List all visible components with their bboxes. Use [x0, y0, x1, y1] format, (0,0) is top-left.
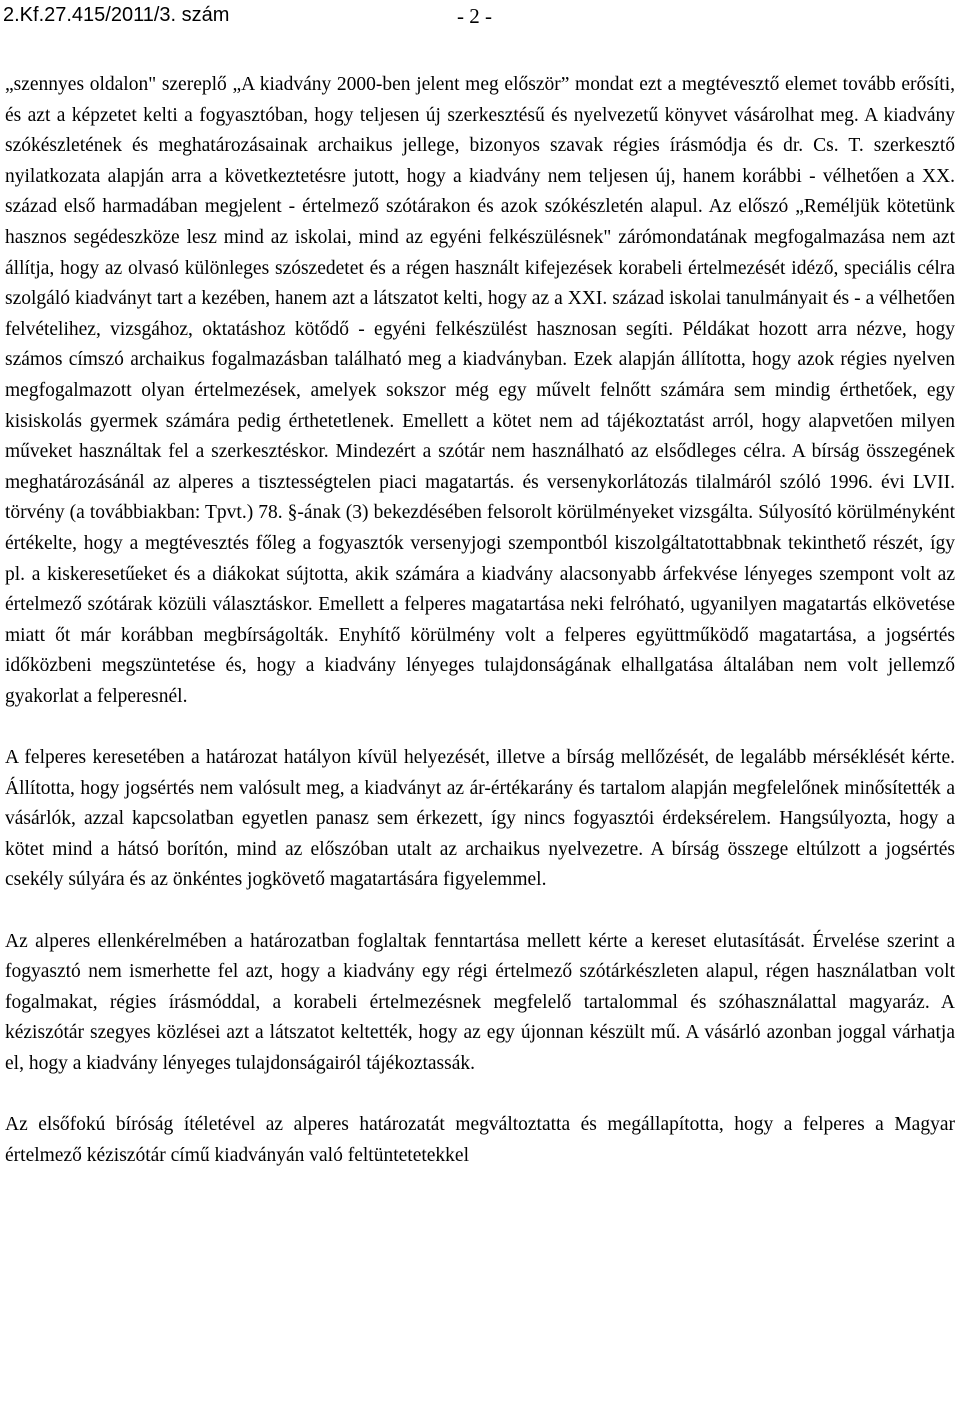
page-number: - 2 - [457, 4, 492, 28]
page-header [0, 0, 960, 34]
paragraph-1: „szennyes oldalon" szereplő „A kiadvány 2000-ben jelent meg először” mondat ezt a megtévesztő elemet tovább erősíti, és azt a képzetet kelti a fogyasztóban, hogy teljesen új szerkesztésű és nyelvezetű könyvet vásárolhat meg. A kiadvány szókészletének és meghatározásainak archaikus jellege, bizonyos szavak régies írásmódja és dr. Cs. T. szerkesztő nyilatkozata alapján arra a következtetésre jutott, hogy a kiadvány nem teljesen új, hanem korábbi - vélhetően a XX. század első harmadában megjelent - értelmező szótárakon és azok szókészletén alapul. Az előszó „Reméljük kötetünk hasznos segédeszköze lesz mind az iskolai, mind az egyéni felkészülésnek" zárómondatának megfogalmazása nem azt állítja, hogy az olvasó különleges szószedetet és a régen használt kifejezések korabeli értelmezését idéző, speciális célra szolgáló kiadványt tart a kezében, hanem azt a látszatot kelti, hogy az a XXI. század iskolai tanulmányait és - a vélhetően felvételihez, vizsgához, oktatáshoz kötődő - egyéni felkészülést hasznosan segíti. Példákat hozott arra nézve, hogy számos címszó archaikus fogalmazásban található meg a kiadványban. Ezek alapján állította, hogy azok régies nyelven megfogalmazott olyan értelmezések, amelyek sokszor még egy művelt felnőtt számára sem mindig érthetőek, egy kisiskolás gyermek számára pedig érthetetlenek. Emellett a kötet nem ad tájékoztatást arról, hogy alapvetően milyen műveket használtak fel a szerkesztéskor. Mindezért a szótár nem használható az elsődleges célra. A bírság összegének meghatározásánál az alperes a tisztességtelen piaci magatartás. és versenykorlátozás tilalmáról szóló 1996. évi LVII. törvény (a továbbiakban: Tpvt.) 78. §-ának (3) bekezdésében felsorolt körülményeket vizsgálta. Súlyosító körülményként értékelte, hogy a megtévesztés főleg a fogyasztók versenyjogi szempontból kiszolgáltatottabbnak tekinthető részét, így pl. a kiskeresetűeket és a diákokat sújtotta, akik számára a kiadvány alacsonyabb árfekvése lényeges szempont volt az értelmező szótárak közüli választáskor. Emellett a felperes magatartása neki felróható, ugyanilyen magatartás elkövetése miatt őt már korábban megbírságolták. Enyhítő körülmény volt a felperes együttműködő magatartása, a jogsértés időközbeni megszüntetése és, hogy a kiadvány lényeges tulajdonságának elhallgatása általában nem volt jellemző gyakorlat a felperesnél. [5, 74, 955, 707]
paragraph-3: Az alperes ellenkérelmében a határozatban foglaltak fenntartása mellett kérte a kereset elutasítását. Érvelése szerint a fogyasztó nem ismerhette fel azt, hogy a kiadvány egy régi értelmező szótárkészleten alapul, régen használatban volt fogalmakat, régies írásmóddal, a korabeli értelmezésnek megfelelő tartalommal és szóhasználattal magyaráz. A kéziszótár szegyes közlései azt a látszatot keltették, hogy az egy újonnan készült mű. A vásárló azonban joggal várhatja el, hogy a kiadvány lényeges tulajdonságairól tájékoztassák. [5, 930, 955, 1074]
paragraph-2: A felperes keresetében a határozat hatályon kívül helyezését, illetve a bírság mellőzését, de legalább mérséklését kérte. Állította, hogy jogsértés nem valósult meg, a kiadványt az ár-értékarány és tartalom alapján megfelelőnek minősítették a vásárlók, azzal kapcsolatban egyetlen panasz sem érkezett, így nincs fogyasztói érdeksérelem. Hangsúlyozta, hogy a kötet mind a hátsó borítón, mind az előszóban utalt az archaikus nyelvezetre. A bírság összege eltúlzott a jogsértés csekély súlyára és az önkéntes jogkövető magatartására figyelemmel. [5, 747, 955, 891]
paragraph-4: Az elsőfokú bíróság ítéletével az alperes határozatát megváltoztatta és megállapította, hogy a felperes a Magyar értelmező kéziszótár című kiadványán való feltüntetetekkel [5, 1114, 955, 1166]
case-reference: 2.Kf.27.415/2011/3. szám [3, 4, 230, 26]
document-body [5, 70, 955, 1171]
